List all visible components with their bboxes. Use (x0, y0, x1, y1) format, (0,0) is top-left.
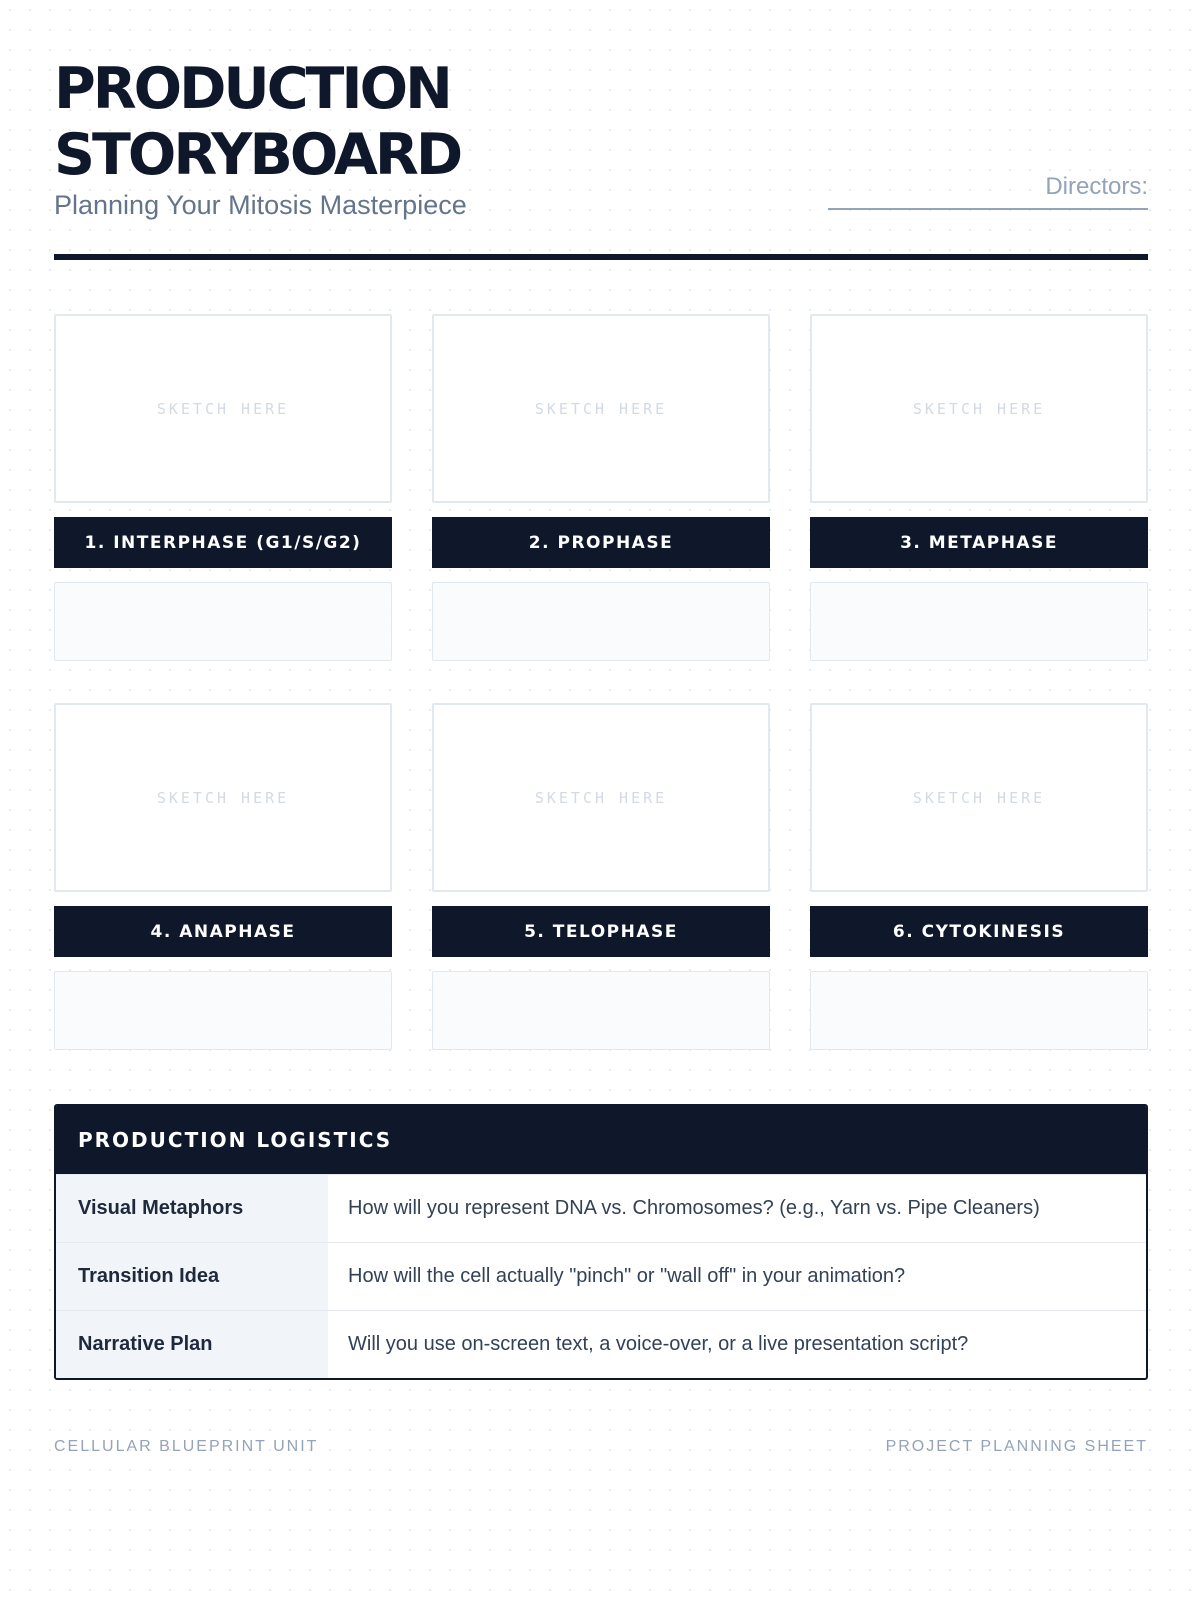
sketch-area[interactable] (432, 703, 770, 892)
sketch-area[interactable] (810, 314, 1148, 503)
row-prompt[interactable]: Will you use on-screen text, a voice-over, or a live presentation script? (348, 1333, 969, 1355)
header-divider (54, 254, 1148, 260)
notes-area[interactable] (432, 971, 770, 1050)
stage-label: 2. PROPHASE (432, 517, 770, 568)
title-line-1: PRODUCTION (54, 56, 450, 122)
row-prompt[interactable]: How will you represent DNA vs. Chromosomes? (e.g., Yarn vs. Pipe Cleaners) (348, 1197, 1040, 1219)
storyboard-page (54, 0, 1148, 1600)
title-line-2: STORYBOARD (54, 122, 461, 188)
sketch-hint: SKETCH HERE (912, 788, 1046, 807)
table-row (56, 1242, 1146, 1310)
stage-label: 5. TELOPHASE (432, 906, 770, 957)
notes-area[interactable] (810, 971, 1148, 1050)
sketch-hint: SKETCH HERE (912, 399, 1046, 418)
sketch-area[interactable] (54, 703, 392, 892)
sketch-hint: SKETCH HERE (156, 399, 290, 418)
sketch-hint: SKETCH HERE (534, 788, 668, 807)
footer-sheet-label: PROJECT PLANNING SHEET (885, 1438, 1148, 1455)
table-row (56, 1310, 1146, 1378)
footer-unit-label: CELLULAR BLUEPRINT UNIT (54, 1438, 319, 1455)
notes-area[interactable] (810, 582, 1148, 661)
sketch-hint: SKETCH HERE (156, 788, 290, 807)
stage-label: 1. INTERPHASE (G1/S/G2) (54, 517, 392, 568)
row-prompt[interactable]: How will the cell actually "pinch" or "wall off" in your animation? (348, 1265, 906, 1287)
stage-label: 6. CYTOKINESIS (810, 906, 1148, 957)
production-logistics-table (54, 1104, 1148, 1380)
sketch-area[interactable] (810, 703, 1148, 892)
page-title (54, 56, 460, 188)
row-key: Visual Metaphors (56, 1175, 328, 1242)
sketch-hint: SKETCH HERE (534, 399, 668, 418)
page-footer (54, 1438, 1148, 1462)
logistics-header: PRODUCTION LOGISTICS (56, 1106, 1146, 1174)
directors-label: Directors: (1045, 173, 1148, 200)
notes-area[interactable] (432, 582, 770, 661)
sketch-area[interactable] (54, 314, 392, 503)
stage-label: 4. ANAPHASE (54, 906, 392, 957)
sketch-area[interactable] (432, 314, 770, 503)
directors-field[interactable] (828, 172, 1148, 210)
page-header (54, 56, 1148, 262)
stage-label: 3. METAPHASE (810, 517, 1148, 568)
page-subtitle: Planning Your Mitosis Masterpiece (54, 190, 467, 220)
row-key: Transition Idea (56, 1243, 328, 1310)
table-row (56, 1174, 1146, 1242)
notes-area[interactable] (54, 971, 392, 1050)
row-key: Narrative Plan (56, 1311, 328, 1378)
notes-area[interactable] (54, 582, 392, 661)
